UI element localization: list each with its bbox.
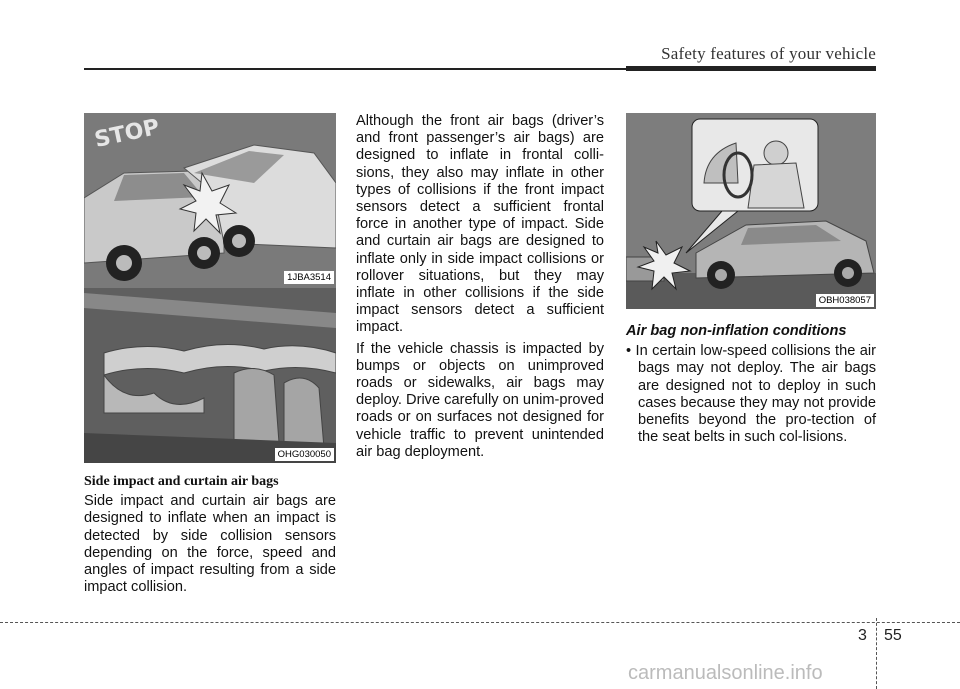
column-right	[626, 113, 876, 450]
body-paragraph: If the vehicle chassis is impacted by bumps or objects on unimproved roads or sidewalks, air bags may deploy. Drive carefully on unim-proved roads or on surfaces not designed for vehicle traffic to prevent unintended air bag deployment.	[356, 340, 604, 460]
page-number: 55	[884, 627, 902, 644]
bullet-item: • In certain low-speed collisions the air bags may not deploy. The air bags are designed not to deploy in such cases because they may not provide benefits beyond the pro-tection of the seat belts in such col-lisions.	[626, 343, 876, 446]
column-middle	[356, 113, 604, 465]
figure-code-top: 1JBA3514	[284, 271, 334, 284]
footer-rule	[0, 622, 960, 623]
header-rule-accent	[626, 66, 876, 71]
side-collision-illustration	[84, 113, 336, 463]
footer-divider	[876, 618, 877, 689]
figure-code: OBH038057	[816, 294, 874, 307]
body-paragraph: Side impact and curtain air bags are designed to inflate when an impact is detected by side collision sensors depending on the force, speed and angles of impact resulting from a side impact collision.	[84, 493, 336, 596]
svg-text:STOP: STOP	[92, 114, 162, 153]
watermark: carmanualsonline.info	[628, 662, 823, 684]
body-paragraph: Although the front air bags (driver’s and front passenger’s air bags) are designed to inflate in frontal colli-sions, they also may inflate in other types of collisions if the front impact sensors detect a sufficient frontal force in another type of impact. Side and curtain air bags are designed to inflate only in side impact collisions or rollover situations, but they may inflate in other collisions if the side impact sensors detect a sufficient impact.	[356, 113, 604, 336]
side-impact-figure	[84, 113, 336, 463]
chapter-number: 3	[858, 627, 867, 644]
low-speed-collision-figure	[626, 113, 876, 309]
figure-code-bottom: OHG030050	[275, 448, 334, 461]
low-speed-collision-illustration	[626, 113, 876, 309]
section-subheading: Side impact and curtain air bags	[84, 474, 279, 489]
section-heading: Air bag non-inflation conditions	[626, 323, 847, 339]
column-left	[84, 113, 336, 600]
page-header-title: Safety features of your vehicle	[661, 44, 876, 63]
